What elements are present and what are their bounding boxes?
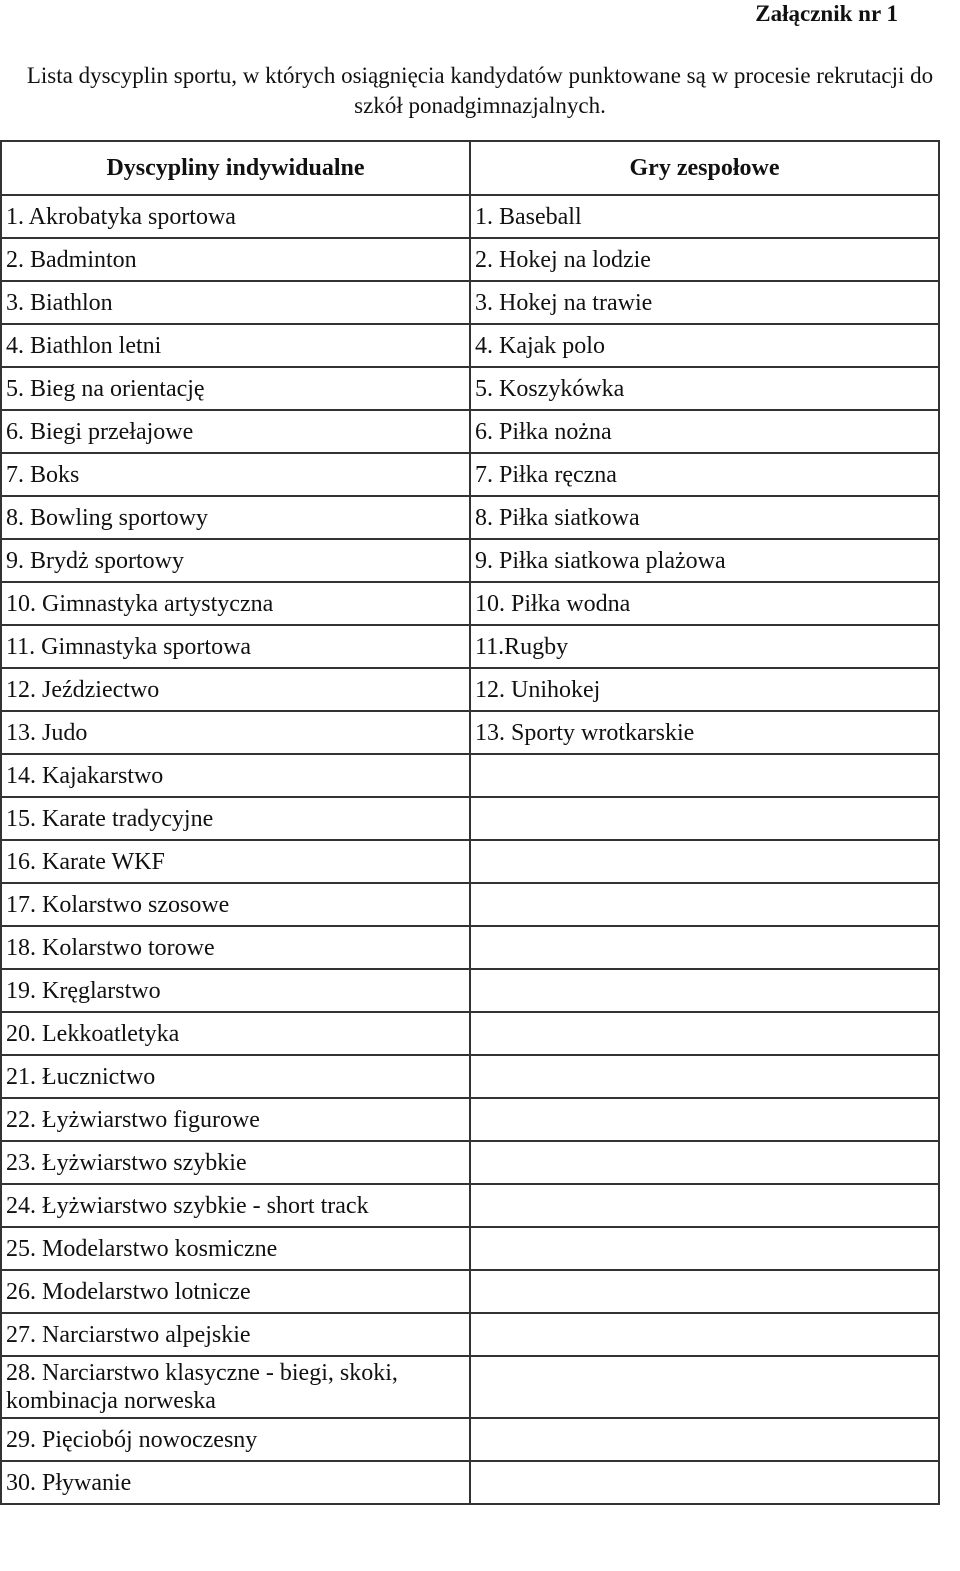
- individual-discipline: 7. Boks: [1, 453, 470, 496]
- individual-discipline: 25. Modelarstwo kosmiczne: [1, 1227, 470, 1270]
- individual-discipline: 5. Bieg na orientację: [1, 367, 470, 410]
- individual-discipline: 27. Narciarstwo alpejskie: [1, 1313, 470, 1356]
- table-row: [1, 1141, 939, 1184]
- table-row: [1, 1313, 939, 1356]
- team-discipline: 11.Rugby: [470, 625, 939, 668]
- individual-discipline: 10. Gimnastyka artystyczna: [1, 582, 470, 625]
- individual-discipline: 9. Brydż sportowy: [1, 539, 470, 582]
- table-row: [1, 324, 939, 367]
- table-row: [1, 668, 939, 711]
- table-row: [1, 797, 939, 840]
- table-row: [1, 1461, 939, 1504]
- table-header-row: [1, 141, 939, 195]
- annex-label: Załącznik nr 1: [755, 1, 898, 26]
- team-discipline: 6. Piłka nożna: [470, 410, 939, 453]
- empty-cell: [470, 1461, 939, 1504]
- table-row: [1, 711, 939, 754]
- table-row: [1, 1184, 939, 1227]
- team-discipline: 9. Piłka siatkowa plażowa: [470, 539, 939, 582]
- individual-discipline: 18. Kolarstwo torowe: [1, 926, 470, 969]
- individual-header: Dyscypliny indywidualne: [1, 141, 470, 195]
- team-discipline: 1. Baseball: [470, 195, 939, 238]
- team-discipline: 13. Sporty wrotkarskie: [470, 711, 939, 754]
- table-body: [1, 195, 939, 1504]
- empty-cell: [470, 969, 939, 1012]
- table-row: [1, 1098, 939, 1141]
- table-row: [1, 367, 939, 410]
- team-discipline: 10. Piłka wodna: [470, 582, 939, 625]
- empty-cell: [470, 1098, 939, 1141]
- team-discipline: 7. Piłka ręczna: [470, 453, 939, 496]
- intro-text: Lista dyscyplin sportu, w których osiągnięcia kandydatów punktowane są w procesie rekrutacji do szkół ponadgimnazjalnych.: [26, 63, 934, 118]
- sports-table: [0, 140, 940, 1505]
- individual-discipline: 6. Biegi przełajowe: [1, 410, 470, 453]
- team-discipline: 5. Koszykówka: [470, 367, 939, 410]
- individual-discipline: 23. Łyżwiarstwo szybkie: [1, 1141, 470, 1184]
- table-row: [1, 1227, 939, 1270]
- individual-discipline: 16. Karate WKF: [1, 840, 470, 883]
- empty-cell: [470, 1227, 939, 1270]
- empty-cell: [470, 1313, 939, 1356]
- table-row: [1, 625, 939, 668]
- table-row: [1, 238, 939, 281]
- table-row: [1, 410, 939, 453]
- individual-discipline: 1. Akrobatyka sportowa: [1, 195, 470, 238]
- table-row: [1, 1418, 939, 1461]
- table-row: [1, 281, 939, 324]
- table-row: [1, 539, 939, 582]
- empty-cell: [470, 754, 939, 797]
- empty-cell: [470, 926, 939, 969]
- empty-cell: [470, 1012, 939, 1055]
- empty-cell: [470, 1356, 939, 1418]
- individual-discipline: 24. Łyżwiarstwo szybkie - short track: [1, 1184, 470, 1227]
- table-row: [1, 1356, 939, 1418]
- team-header: Gry zespołowe: [470, 141, 939, 195]
- individual-discipline: 2. Badminton: [1, 238, 470, 281]
- table-row: [1, 582, 939, 625]
- table-row: [1, 840, 939, 883]
- individual-discipline: 22. Łyżwiarstwo figurowe: [1, 1098, 470, 1141]
- empty-cell: [470, 840, 939, 883]
- team-discipline: 2. Hokej na lodzie: [470, 238, 939, 281]
- individual-discipline: 20. Lekkoatletyka: [1, 1012, 470, 1055]
- individual-discipline: 15. Karate tradycyjne: [1, 797, 470, 840]
- individual-discipline: 14. Kajakarstwo: [1, 754, 470, 797]
- empty-cell: [470, 883, 939, 926]
- table-row: [1, 1055, 939, 1098]
- individual-discipline: 17. Kolarstwo szosowe: [1, 883, 470, 926]
- individual-discipline: 29. Pięciobój nowoczesny: [1, 1418, 470, 1461]
- team-discipline: 8. Piłka siatkowa: [470, 496, 939, 539]
- table-row: [1, 496, 939, 539]
- empty-cell: [470, 1055, 939, 1098]
- empty-cell: [470, 1418, 939, 1461]
- individual-discipline: 19. Kręglarstwo: [1, 969, 470, 1012]
- empty-cell: [470, 1184, 939, 1227]
- individual-discipline: 4. Biathlon letni: [1, 324, 470, 367]
- individual-discipline: 26. Modelarstwo lotnicze: [1, 1270, 470, 1313]
- empty-cell: [470, 797, 939, 840]
- team-discipline: 12. Unihokej: [470, 668, 939, 711]
- table-row: [1, 195, 939, 238]
- individual-discipline: 12. Jeździectwo: [1, 668, 470, 711]
- team-discipline: 4. Kajak polo: [470, 324, 939, 367]
- individual-discipline: 13. Judo: [1, 711, 470, 754]
- table-row: [1, 1270, 939, 1313]
- individual-discipline: 11. Gimnastyka sportowa: [1, 625, 470, 668]
- empty-cell: [470, 1270, 939, 1313]
- empty-cell: [470, 1141, 939, 1184]
- table-row: [1, 883, 939, 926]
- table-row: [1, 1012, 939, 1055]
- table-row: [1, 453, 939, 496]
- table-row: [1, 926, 939, 969]
- individual-discipline: 3. Biathlon: [1, 281, 470, 324]
- individual-discipline: 8. Bowling sportowy: [1, 496, 470, 539]
- team-discipline: 3. Hokej na trawie: [470, 281, 939, 324]
- table-row: [1, 754, 939, 797]
- individual-discipline: 21. Łucznictwo: [1, 1055, 470, 1098]
- table-row: [1, 969, 939, 1012]
- individual-discipline: 28. Narciarstwo klasyczne - biegi, skoki, kombinacja norweska: [1, 1356, 470, 1418]
- individual-discipline: 30. Pływanie: [1, 1461, 470, 1504]
